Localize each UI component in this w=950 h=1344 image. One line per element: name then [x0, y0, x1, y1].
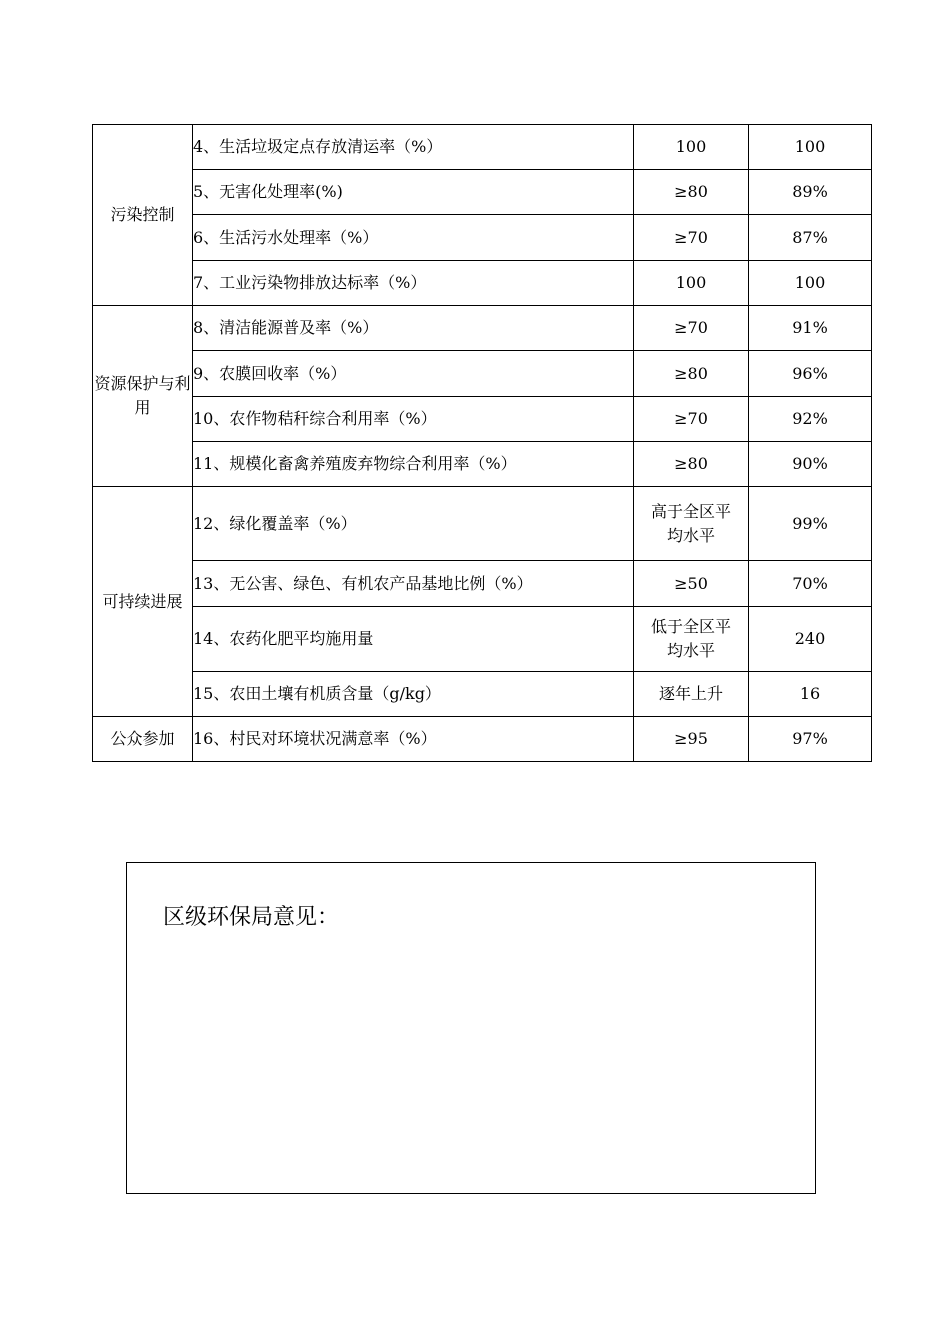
- target-cell: ≥80: [634, 442, 749, 487]
- category-cell: 资源保护与利用: [93, 306, 193, 487]
- opinion-box: [126, 862, 816, 1194]
- category-cell: 污染控制: [93, 125, 193, 306]
- item-cell: 8、清洁能源普及率（%）: [193, 306, 634, 351]
- table-row: [93, 215, 872, 261]
- indicator-table: [92, 124, 872, 762]
- actual-cell: 100: [749, 261, 872, 306]
- opinion-label: 区级环保局意见：: [163, 905, 340, 930]
- table-row: [93, 125, 872, 170]
- item-cell: 10、农作物秸秆综合利用率（%）: [193, 397, 634, 442]
- actual-cell: 16: [749, 672, 872, 717]
- actual-cell: 92%: [749, 397, 872, 442]
- item-cell: 6、生活污水处理率（%）: [193, 215, 634, 261]
- item-cell: 5、无害化处理率(%): [193, 170, 634, 215]
- target-cell: 100: [634, 261, 749, 306]
- target-cell: 低于全区平均水平: [634, 607, 749, 672]
- actual-cell: 91%: [749, 306, 872, 351]
- actual-cell: 96%: [749, 351, 872, 397]
- target-cell: ≥70: [634, 306, 749, 351]
- table-row: [93, 442, 872, 487]
- actual-cell: 70%: [749, 561, 872, 607]
- item-cell: 7、工业污染物排放达标率（%）: [193, 261, 634, 306]
- item-cell: 16、村民对环境状况满意率（%）: [193, 717, 634, 762]
- target-cell: ≥70: [634, 397, 749, 442]
- actual-cell: 87%: [749, 215, 872, 261]
- target-cell: 逐年上升: [634, 672, 749, 717]
- target-cell: ≥95: [634, 717, 749, 762]
- target-cell: ≥70: [634, 215, 749, 261]
- table-row: [93, 607, 872, 672]
- category-cell: 公众参加: [93, 717, 193, 762]
- item-cell: 12、绿化覆盖率（%）: [193, 487, 634, 561]
- target-cell: 100: [634, 125, 749, 170]
- category-cell: 可持续进展: [93, 487, 193, 717]
- item-cell: 11、规模化畜禽养殖废弃物综合利用率（%）: [193, 442, 634, 487]
- target-cell: ≥80: [634, 170, 749, 215]
- actual-cell: 90%: [749, 442, 872, 487]
- target-cell: ≥50: [634, 561, 749, 607]
- table-row: [93, 487, 872, 561]
- table-row: [93, 306, 872, 351]
- target-cell: 高于全区平均水平: [634, 487, 749, 561]
- table-row: [93, 351, 872, 397]
- actual-cell: 240: [749, 607, 872, 672]
- table-row: [93, 261, 872, 306]
- item-cell: 15、农田土壤有机质含量（g/kg）: [193, 672, 634, 717]
- item-cell: 9、农膜回收率（%）: [193, 351, 634, 397]
- table-row: [93, 717, 872, 762]
- actual-cell: 97%: [749, 717, 872, 762]
- item-cell: 13、无公害、绿色、有机农产品基地比例（%）: [193, 561, 634, 607]
- item-cell: 4、生活垃圾定点存放清运率（%）: [193, 125, 634, 170]
- actual-cell: 89%: [749, 170, 872, 215]
- actual-cell: 100: [749, 125, 872, 170]
- table-row: [93, 170, 872, 215]
- target-cell: ≥80: [634, 351, 749, 397]
- item-cell: 14、农药化肥平均施用量: [193, 607, 634, 672]
- table-row: [93, 672, 872, 717]
- table-row: [93, 397, 872, 442]
- table-row: [93, 561, 872, 607]
- actual-cell: 99%: [749, 487, 872, 561]
